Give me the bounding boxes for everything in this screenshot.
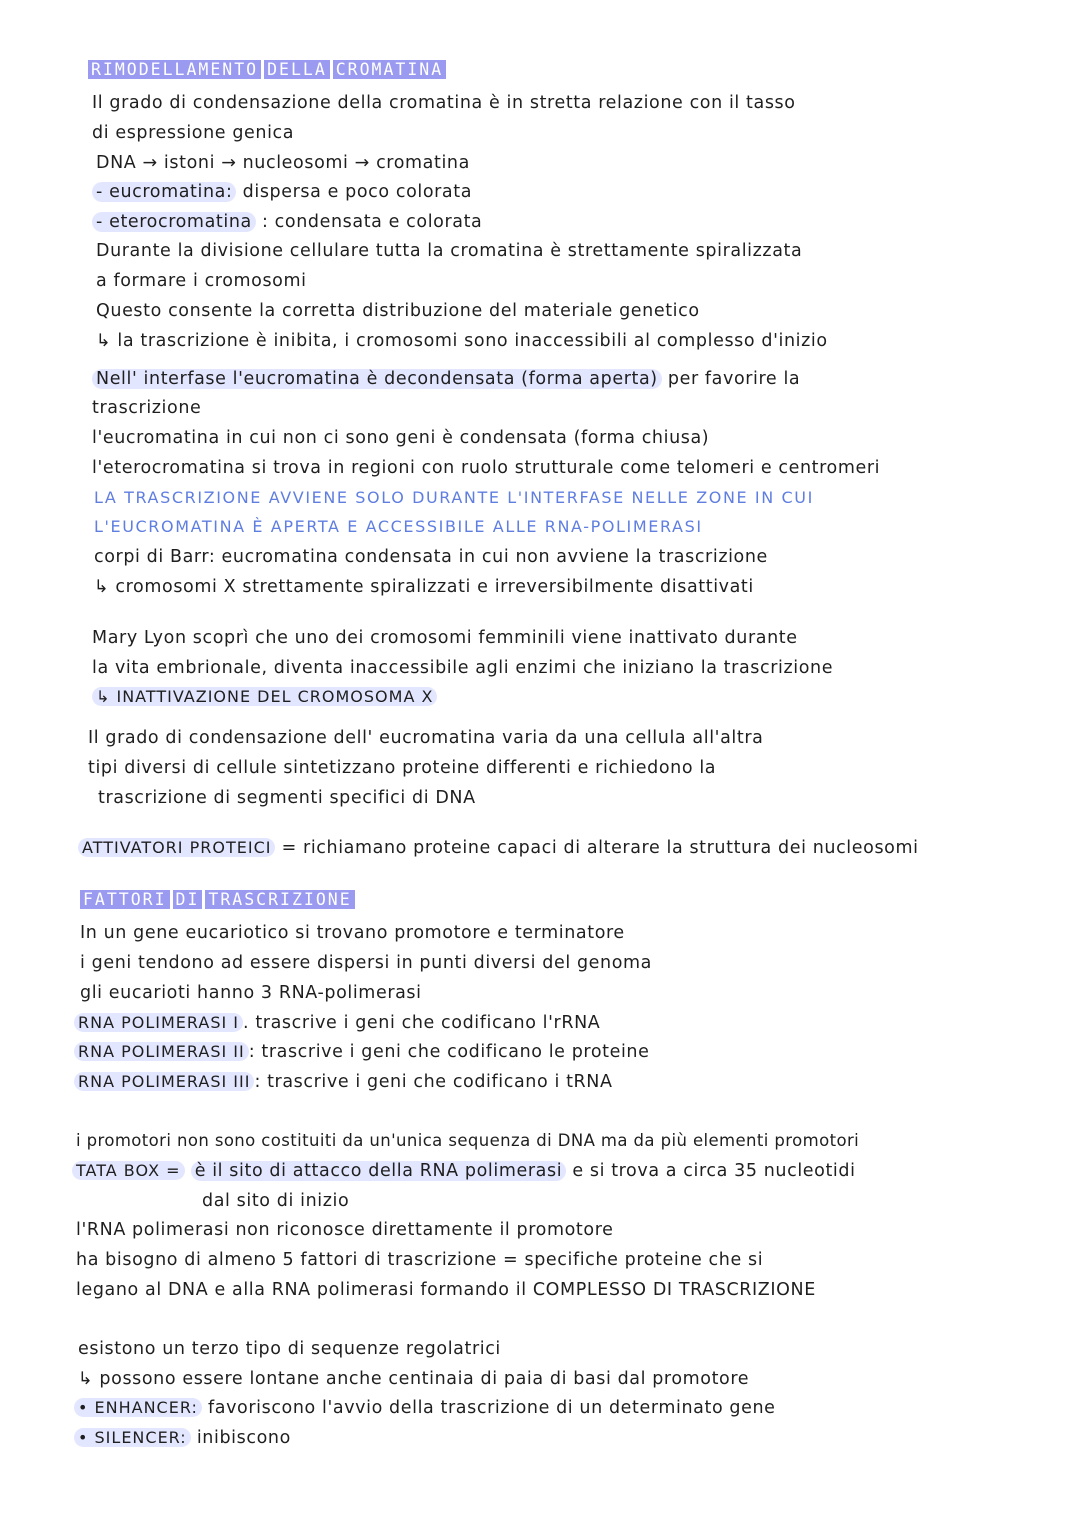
text-line: a formare i cromosomi: [96, 271, 307, 291]
title-word: CROMATINA: [333, 60, 446, 79]
eucromatina-highlight: - eucromatina:: [92, 182, 236, 202]
interfase-rest: per favorire la: [661, 369, 801, 389]
polimerasi-description: : trascrive i geni che codificano i tRNA: [254, 1072, 613, 1092]
text-line: ha bisogno di almeno 5 fattori di trascrizione = specifiche proteine che si: [76, 1250, 764, 1270]
text-line: tipi diversi di cellule sintetizzano proteine differenti e richiedono la: [88, 758, 717, 778]
section-title-rimodellamento: [88, 58, 449, 82]
title-word: TRASCRIZIONE: [205, 890, 354, 909]
title-word: FATTORI: [80, 890, 170, 909]
text-line: Questo consente la corretta distribuzione del materiale genetico: [96, 301, 700, 321]
polimerasi-line: [74, 1040, 650, 1064]
polimerasi-label: RNA POLIMERASI II: [74, 1042, 249, 1061]
text-line: DNA → istoni → nucleosomi → cromatina: [96, 153, 470, 173]
section-title-fattori: [80, 888, 358, 912]
tata-box-rest: e si trova a circa 35 nucleotidi: [566, 1161, 856, 1181]
inattivazione-highlight: ↳ INATTIVAZIONE DEL CROMOSOMA X: [92, 687, 437, 706]
title-word: RIMODELLAMENTO: [88, 60, 261, 79]
text-line: Il grado di condensazione della cromatina è in stretta relazione con il tasso: [92, 93, 796, 113]
text-line: trascrizione: [92, 398, 202, 418]
attivatori-definition: = richiamano proteine capaci di alterare la struttura dei nucleosomi: [275, 838, 919, 858]
text-line: dal sito di inizio: [202, 1191, 350, 1211]
text-line: ↳ la trascrizione è inibita, i cromosomi sono inaccessibili al complesso d'inizio: [96, 331, 828, 351]
eucromatina-line: [92, 180, 472, 204]
silencer-label: • SILENCER:: [74, 1428, 191, 1447]
text-line: Durante la divisione cellulare tutta la cromatina è strettamente spiralizzata: [96, 241, 803, 261]
polimerasi-line: [74, 1070, 613, 1094]
text-line: gli eucarioti hanno 3 RNA-polimerasi: [80, 983, 422, 1003]
text-line: l'RNA polimerasi non riconosce direttamente il promotore: [76, 1220, 614, 1240]
blue-note-line: LA TRASCRIZIONE AVVIENE SOLO DURANTE L'INTERFASE NELLE ZONE IN CUI: [94, 488, 814, 507]
text-line: trascrizione di segmenti specifici di DNA: [98, 788, 476, 808]
text-line: di espressione genica: [92, 123, 295, 143]
text-line: esistono un terzo tipo di sequenze regolatrici: [78, 1339, 501, 1359]
title-word: DI: [173, 890, 203, 909]
polimerasi-label: RNA POLIMERASI I: [74, 1013, 243, 1032]
tata-box-label: TATA BOX =: [72, 1161, 185, 1180]
text-line: corpi di Barr: eucromatina condensata in cui non avviene la trascrizione: [94, 547, 768, 567]
eterocromatina-highlight: - eterocromatina: [92, 212, 256, 232]
silencer-definition: inibiscono: [190, 1428, 291, 1448]
text-line: ↳ possono essere lontane anche centinaia di paia di basi dal promotore: [78, 1369, 750, 1389]
tata-box-line: [72, 1159, 856, 1183]
enhancer-label: • ENHANCER:: [74, 1398, 202, 1417]
text-line: i geni tendono ad essere dispersi in punti diversi del genoma: [80, 953, 652, 973]
text-line: ↳ cromosomi X strettamente spiralizzati e irreversibilmente disattivati: [94, 577, 754, 597]
text-line: legano al DNA e alla RNA polimerasi formando il COMPLESSO DI TRASCRIZIONE: [76, 1280, 816, 1300]
text-line: l'eucromatina in cui non ci sono geni è condensata (forma chiusa): [92, 428, 710, 448]
interfase-line: [92, 367, 800, 391]
polimerasi-line: [74, 1011, 600, 1035]
tata-box-highlight: è il sito di attacco della RNA polimerasi: [191, 1161, 566, 1181]
text-line: Il grado di condensazione dell' eucromatina varia da una cellula all'altra: [88, 728, 764, 748]
title-word: DELLA: [264, 60, 330, 79]
blue-note-line: L'EUCROMATINA È APERTA E ACCESSIBILE ALLE RNA-POLIMERASI: [94, 517, 703, 536]
silencer-line: [74, 1426, 291, 1450]
text-line: l'eterocromatina si trova in regioni con ruolo strutturale come telomeri e centromeri: [92, 458, 881, 478]
polimerasi-description: : trascrive i geni che codificano le proteine: [248, 1042, 650, 1062]
attivatori-line: [78, 836, 919, 860]
eterocromatina-definition: : condensata e colorata: [255, 212, 483, 232]
inattivazione-line: [92, 685, 437, 709]
text-line: Mary Lyon scoprì che uno dei cromosomi femminili viene inattivato durante: [92, 628, 798, 648]
eucromatina-definition: dispersa e poco colorata: [236, 182, 473, 202]
polimerasi-description: . trascrive i geni che codificano l'rRNA: [243, 1013, 601, 1033]
enhancer-definition: favoriscono l'avvio della trascrizione di un determinato gene: [201, 1398, 776, 1418]
text-line: la vita embrionale, diventa inaccessibile agli enzimi che iniziano la trascrizione: [92, 658, 834, 678]
enhancer-line: [74, 1396, 776, 1420]
text-line: i promotori non sono costituiti da un'unica sequenza di DNA ma da più elementi promotori: [76, 1131, 860, 1150]
attivatori-highlight: ATTIVATORI PROTEICI: [78, 838, 275, 857]
eterocromatina-line: [92, 210, 482, 234]
interfase-highlight: Nell' interfase l'eucromatina è decondensata (forma aperta): [92, 369, 662, 389]
polimerasi-label: RNA POLIMERASI III: [74, 1072, 254, 1091]
text-line: In un gene eucariotico si trovano promotore e terminatore: [80, 923, 625, 943]
